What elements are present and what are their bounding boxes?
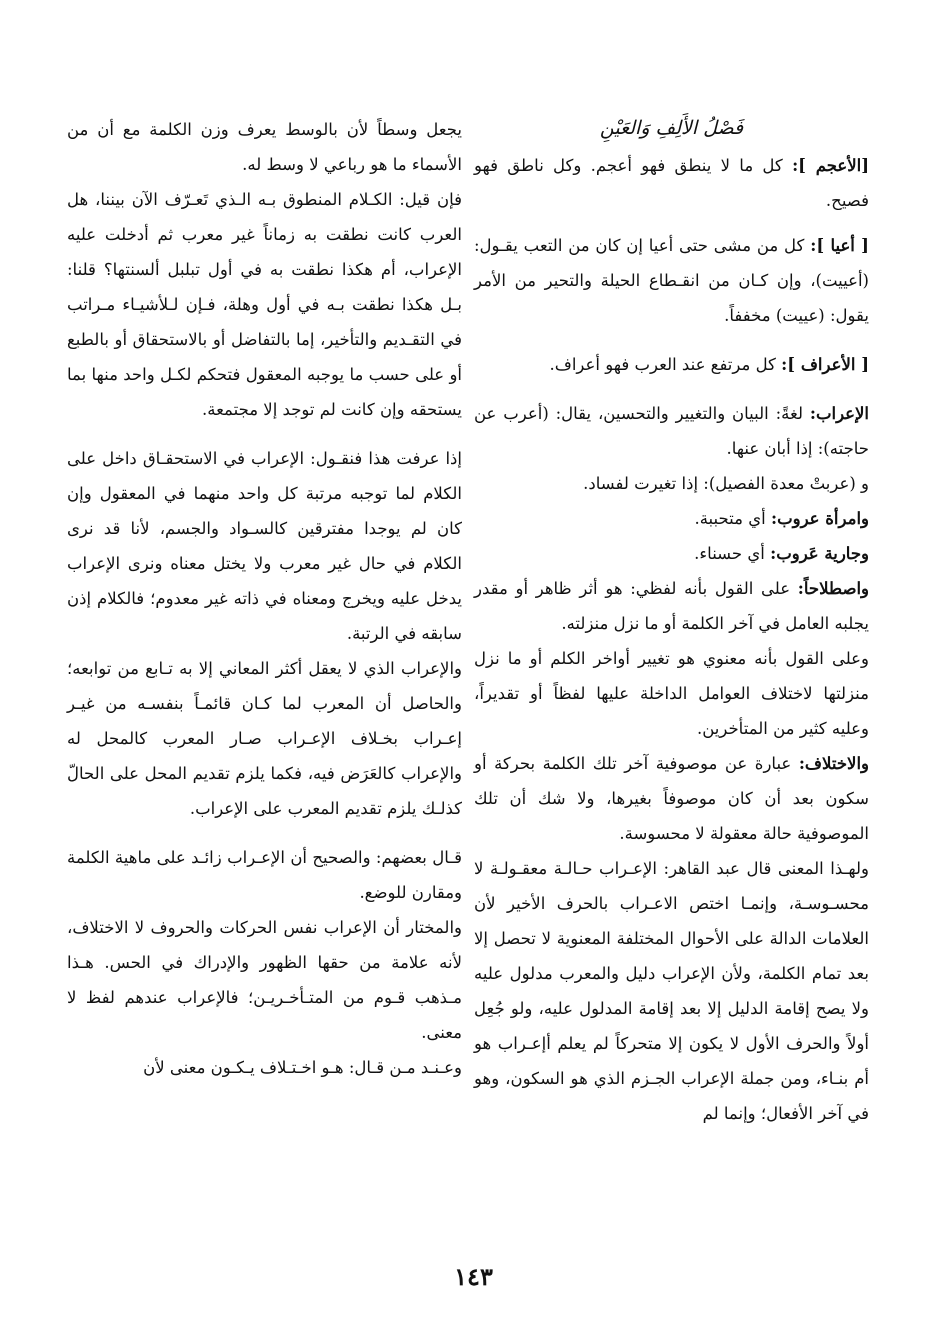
entry-text: لغةً: البيان والتغيير والتحسين، يقال: (أعرب عن حاجته): إذا أبان عنها. bbox=[474, 404, 869, 458]
paragraph-text: قـال بعضهم: والصحيح أن الإعـراب زائـد على ماهية الكلمة ومقارن للوضع. bbox=[67, 848, 462, 902]
paragraph-text: والمختار أن الإعراب نفس الحركات والحروف لا الاختلاف، لأنه علامة من حقها الظهور والإدراك في الحس. هـذا مـذهب قـوم من المتـأخـريـن؛ فالإعراب عندهم لفظ لا معنى. bbox=[67, 918, 462, 1042]
paragraph-mukhtar bbox=[67, 910, 462, 1050]
entry-text: كل ما لا ينطق فهو أعجم. وكل ناطق فهو فصيح. bbox=[474, 156, 869, 210]
entry-term: [الأعجم ]: bbox=[792, 156, 870, 175]
section-header: فَصْلُ الأَلِفِ وَالعَيْنِ bbox=[599, 117, 744, 139]
paragraph-wasat bbox=[67, 112, 462, 182]
entry-aaraf bbox=[474, 347, 869, 382]
entry-text: أي حسناء. bbox=[694, 544, 765, 563]
entry-term: واصطلاحاً: bbox=[797, 579, 870, 598]
entry-text: على القول بأنه لفظي: هو أثر ظاهر أو مقدر يجلبه العامل في آخر الكلمة أو ما نزل منزلته. bbox=[474, 579, 869, 633]
entry-term: وجارية عَروب: bbox=[770, 544, 869, 563]
paragraph-qala-badhuhum bbox=[67, 840, 462, 910]
entry-urbat bbox=[474, 466, 869, 501]
entry-text: كل من مشى حتى أعيا إن كان من التعب يقـول: (أعييت)، وإن كـان من انقـطاع الحيلة والتحير من الأمر يقول: (عييت) مخففاً. bbox=[474, 236, 869, 325]
paragraph-text: فإن قيل: الكـلام المنطوق بـه الـذي تَعـرّف الآن بيننا، هل العرب كانت نطقت به زماناً غير معرب ثم أدخلت عليه الإعراب، أم هكذا نطقت به في أول تبلبل ألسنتها؟ قلنا: بـل هكذا نطقت بـه في أول وهلة، فـإن لـلأشيـاء مـراتب في التقـديم والتأخير، إما بالتفاضل أو بالاستحقاق أو بالطبع أو على حسب ما يوجبه المعقول فتحكم لكـل واحد منها بما يستحقه وإن كانت لم توجد إلا مجتمعة. bbox=[67, 190, 462, 419]
page-number: ١٤٣ bbox=[454, 1262, 493, 1291]
entry-term: [ أعيا ]: bbox=[810, 236, 869, 255]
paragraph-abd-alqahir bbox=[474, 851, 869, 1131]
paragraph-wal-irab bbox=[67, 651, 462, 826]
entry-term: الإعراب: bbox=[809, 404, 870, 423]
entry-irab-lugha bbox=[474, 396, 869, 466]
entry-jariya-arub bbox=[474, 536, 869, 571]
paragraph-text: وعـنـد مـن قـال: هـو اخـتـلاف يـكـون معنى لأن bbox=[143, 1058, 462, 1077]
entry-text: كل مرتفع عند العرب فهو أعراف. bbox=[549, 355, 776, 374]
entry-aya bbox=[474, 228, 869, 333]
entry-term: وامرأة عروب: bbox=[770, 509, 869, 528]
paragraph-wa-inda bbox=[67, 1050, 462, 1085]
paragraph-text: وعلى القول بأنه معنوي هو تغيير أواخر الكلم أو ما نزل منزلتها لاختلاف العوامل الداخلة عليها لفظاً أو تقديراً، وعليه كثير من المتأخرين. bbox=[474, 649, 869, 738]
entry-term: [ الأعراف ]: bbox=[781, 355, 869, 374]
entry-term: والاختلاف: bbox=[798, 754, 869, 773]
paragraph-fa-in-qila bbox=[67, 182, 462, 427]
paragraph-manawi bbox=[474, 641, 869, 746]
entry-text: أي متحببة. bbox=[694, 509, 766, 528]
paragraph-idha-arafta bbox=[67, 441, 462, 651]
paragraph-text: والإعراب الذي لا يعقل أكثر المعاني إلا به تـابع من توابعه؛ والحاصل أن المعرب لما كـان قائمـاً بنفسـه من غيـر إعـراب بخـلاف الإعـراب صـار المعرب كالمحل له والإعراب كالعَرَض فيه، فكما يلزم تقديم المحل على الحالّ كذلـك يلزم تقديم المعرب على الإعراب. bbox=[67, 659, 462, 818]
entry-istilahan bbox=[474, 571, 869, 641]
entry-text: عبارة عن موصوفية آخر تلك الكلمة بحركة أو سكون بعد أن كان موصوفاً بغيرها، ولا شك أن تلك الموصوفية حالة معقولة لا محسوسة. bbox=[474, 754, 869, 843]
paragraph-text: ولهـذا المعنى قال عبد القاهر: الإعـراب حـالـة معقـولـة لا محسـوسـة، وإنمـا اختص الاعـراب بالحرف الأخير لأن العلامات الدالة على الأحوال المختلفة المعنوية لا تحصل إلا بعد تمام الكلمة، ولأن الإعراب دليل والمعرب مدلول عليه ولا يصح إقامة الدليل إلا بعد إقامة المدلول عليه، ولو جُعِل أولاً والحرف الأول لا يكون إلا متحركاً لم يعلم أإعـراب هو أم بنـاء، ومن جملة الإعراب الجـزم الذي هو السكون، وهو في آخر الأفعال؛ وإنما لم bbox=[474, 859, 869, 1123]
entry-imraa-arub bbox=[474, 501, 869, 536]
left-column bbox=[67, 112, 462, 1085]
entry-ajam bbox=[474, 148, 869, 218]
paragraph-text: يجعل وسطاً لأن بالوسط يعرف وزن الكلمة مع أن من الأسماء ما هو رباعي لا وسط له. bbox=[67, 120, 462, 174]
entry-ikhtilaf bbox=[474, 746, 869, 851]
paragraph-text: إذا عرفت هذا فنقـول: الإعراب في الاستحقـاق داخل على الكلام لما توجبه مرتبة كل واحد منهما في المعقول وإن كان لم يوجدا مفترقين كالسـواد والجسم، لأنا قد نرى الكلام في حال غير معرب ولا يختل معناه ونرى الإعراب يدخل عليه ويخرج ومعناه في ذاته غير معدوم؛ فالكلام إذن سابقه في الرتبة. bbox=[67, 449, 462, 643]
right-column bbox=[474, 108, 869, 1131]
entry-text: و (عربتْ معدة الفصيل): إذا تغيرت لفساد. bbox=[583, 474, 869, 493]
